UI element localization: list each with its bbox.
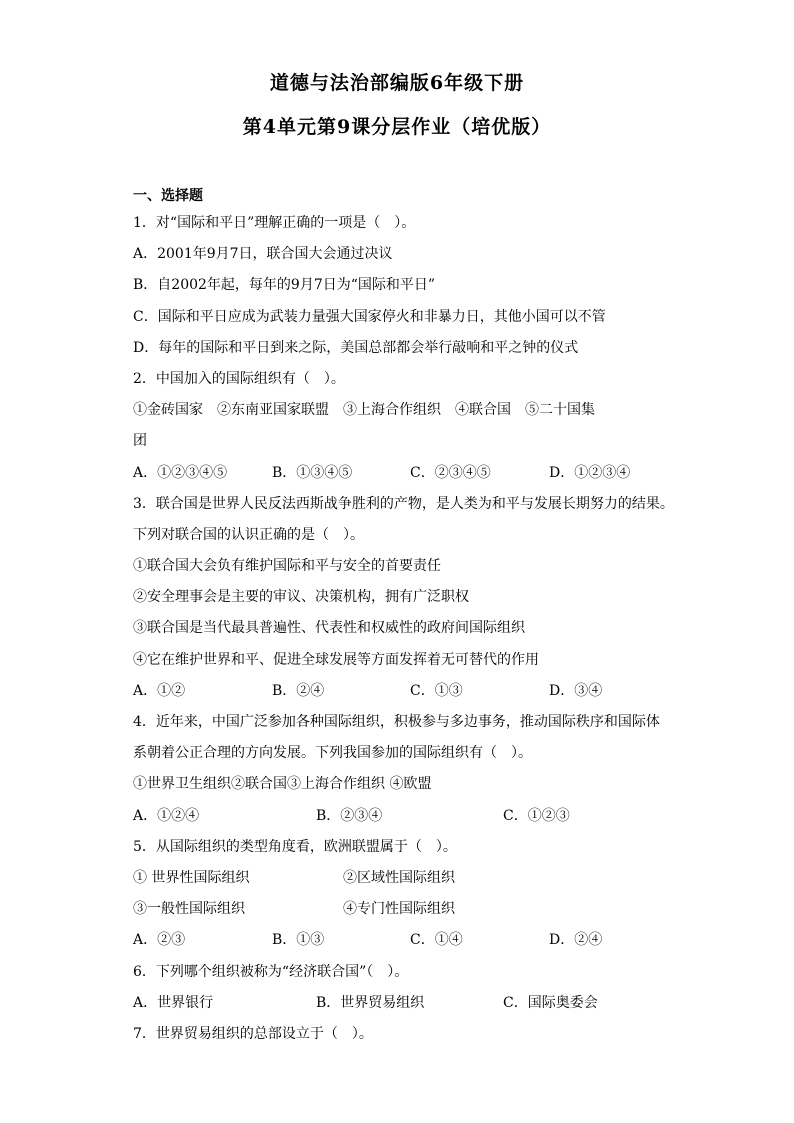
answer-option: A．①②	[133, 682, 186, 699]
statement: ④专门性国际组织	[343, 901, 455, 918]
answer-option: B．世界贸易组织	[316, 994, 425, 1011]
answer-options	[133, 988, 673, 1019]
answer-option: C．②③④⑤	[410, 464, 491, 481]
question-line: 团	[133, 433, 147, 450]
answer-option: C．①②③	[503, 807, 570, 824]
answer-option: A．②③	[133, 932, 186, 949]
question-line: 4．近年来，中国广泛参加各种国际组织，积极参与多边事务，推动国际秩序和国际体	[133, 714, 660, 730]
answer-option: B．①③	[272, 932, 325, 949]
statement-row	[133, 894, 673, 925]
page-subtitle: 第4单元第9课分层作业（培优版）	[242, 116, 552, 138]
question-line: C．国际和平日应成为武装力量强大国家停火和非暴力日，其他小国可以不管	[133, 308, 606, 325]
answer-option: B．②④	[272, 682, 325, 699]
question-line: ①联合国大会负有维护国际和平与安全的首要责任	[133, 558, 441, 575]
question-line: 6．下列哪个组织被称为“经济联合国”（ ）。	[133, 963, 409, 980]
answer-option: A．①②④	[133, 807, 200, 824]
question-line: B．自2002年起，每年的9月7日为“国际和平日”	[133, 277, 436, 294]
question-list	[133, 208, 673, 1050]
answer-option: B．①③④⑤	[272, 464, 353, 481]
question-line: A．2001年9月7日，联合国大会通过决议	[133, 246, 393, 263]
question-line: ①金砖国家 ②东南亚国家联盟 ③上海合作组织 ④联合国 ⑤二十国集	[133, 402, 595, 419]
answer-option: A．①②③④⑤	[133, 464, 228, 481]
answer-option: D．②④	[549, 932, 603, 949]
answer-option: C．国际奥委会	[503, 994, 598, 1011]
statement: ③一般性国际组织	[133, 901, 245, 918]
question-line: ①世界卫生组织②联合国③上海合作组织 ④欧盟	[133, 776, 432, 793]
question-line: 7．世界贸易组织的总部设立于（ ）。	[133, 1025, 373, 1042]
page-title: 道德与法治部编版6年级下册	[269, 72, 525, 94]
question-line: ②安全理事会是主要的审议、决策机构，拥有广泛职权	[133, 589, 469, 606]
question-line: ④它在维护世界和平、促进全球发展等方面发挥着无可替代的作用	[133, 651, 539, 668]
answer-option: B．②③④	[316, 807, 383, 824]
question-line: ③联合国是当代最具普遍性、代表性和权威性的政府间国际组织	[133, 620, 525, 637]
answer-options	[133, 676, 673, 707]
question-line: 1．对“国际和平日”理解正确的一项是（ ）。	[133, 215, 416, 231]
statement: ②区域性国际组织	[343, 869, 455, 886]
question-line: 下列对联合国的认识正确的是（ ）。	[133, 526, 364, 543]
answer-option: C．①④	[410, 932, 463, 949]
question-line: 系朝着公正合理的方向发展。下列我国参加的国际组织有（ ）。	[133, 745, 532, 762]
answer-options	[133, 801, 673, 832]
question-line: 3．联合国是世界人民反法西斯战争胜利的产物，是人类为和平与发展长期努力的结果。	[133, 495, 674, 512]
answer-options	[133, 925, 673, 956]
answer-option: D．①②③④	[549, 464, 631, 481]
statement: ① 世界性国际组织	[133, 869, 250, 886]
question-line: 2．中国加入的国际组织有（ ）。	[133, 370, 345, 387]
answer-option: A．世界银行	[133, 994, 214, 1011]
section-heading: 一、选择题	[133, 188, 203, 204]
statement-row	[133, 863, 673, 894]
question-line: 5．从国际组织的类型角度看，欧洲联盟属于（ ）。	[133, 838, 457, 855]
question-line: D．每年的国际和平日到来之际，美国总部都会举行敲响和平之钟的仪式	[133, 339, 579, 356]
answer-option: D．③④	[549, 682, 603, 699]
answer-option: C．①③	[410, 682, 463, 699]
answer-options	[133, 458, 673, 489]
